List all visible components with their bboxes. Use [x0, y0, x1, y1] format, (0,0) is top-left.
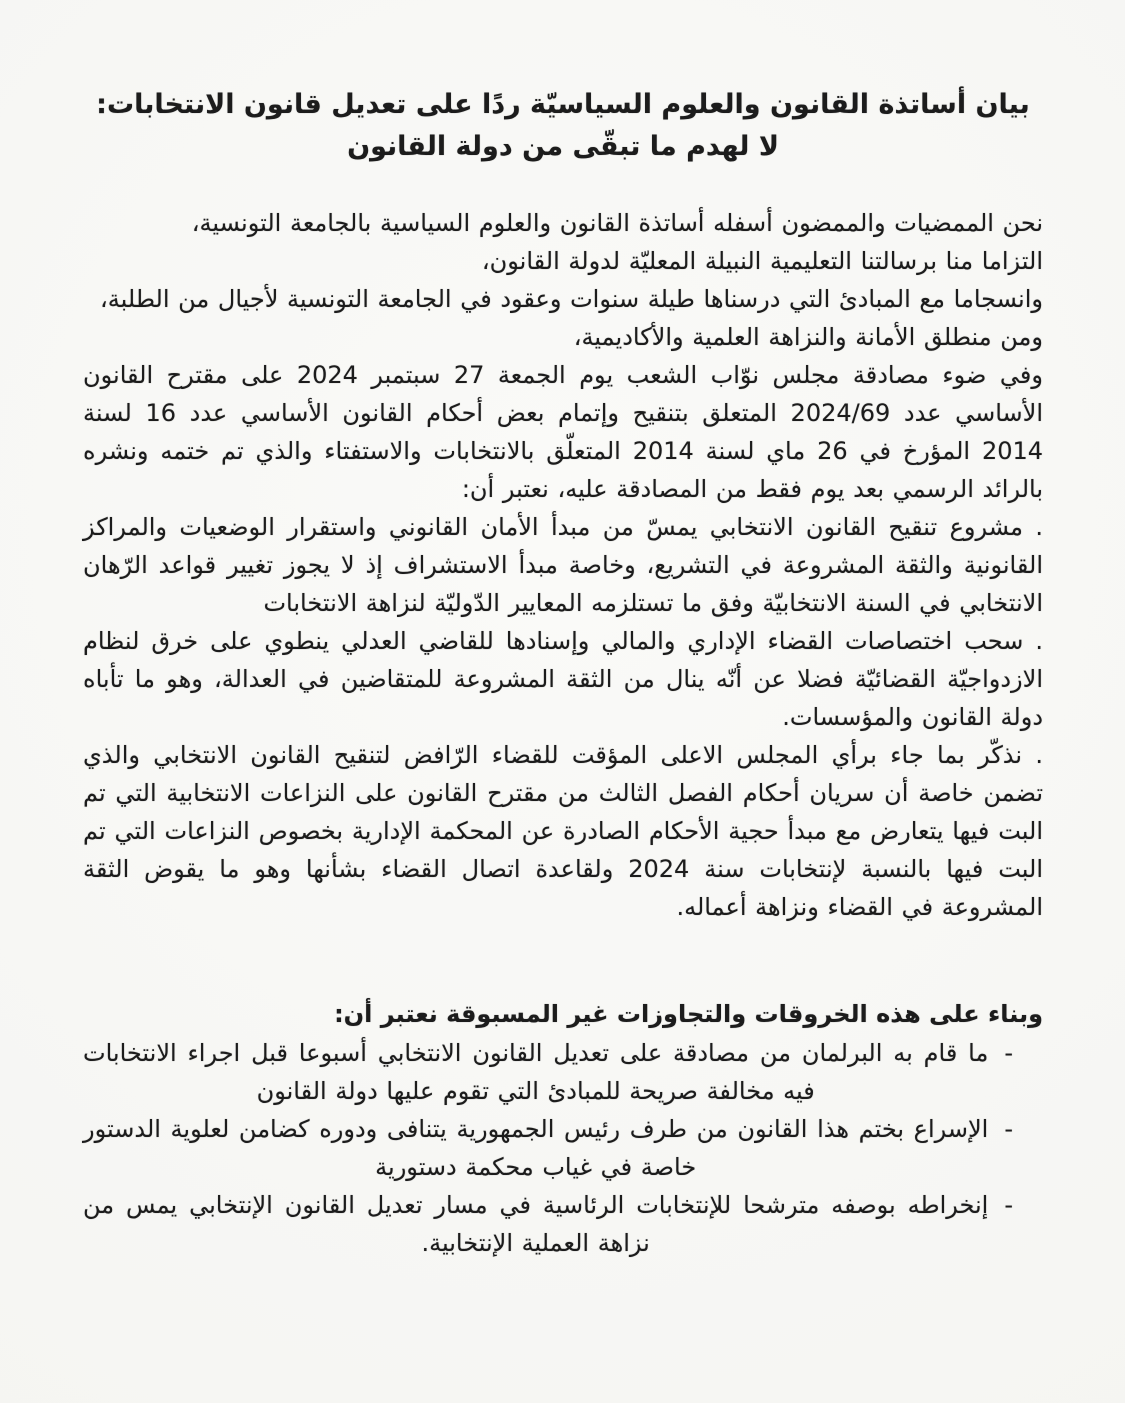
bullet-text-candidate-involvement: إنخراطه بوصفه مترشحا للإنتخابات الرئاسية في مسار تعديل القانون الإنتخابي يمس من نزاهة العملية الإنتخابية. — [83, 1191, 989, 1257]
paragraph-preamble-3: وانسجاما مع المبادئ التي درسناها طيلة سنوات وعقود في الجامعة التونسية لأجيال من الطلبة، — [100, 285, 1043, 313]
paragraph-preamble-1: نحن الممضيات والممضون أسفله أساتذة القانون والعلوم السياسية بالجامعة التونسية، — [191, 209, 1043, 237]
paragraph-preamble-2: التزاما منا برسالتنا التعليمية النبيلة المعليّة لدولة القانون، — [481, 247, 1043, 275]
paragraph-context: وفي ضوء مصادقة مجلس نوّاب الشعب يوم الجمعة 27 سبتمبر 2024 على مقترح القانون الأساسي عدد 2024/69 المتعلق بتنقيح وإتمام بعض أحكام القانون الأساسي عدد 16 لسنة 2014 المؤرخ في 26 ماي لسنة 2014 المتعلّق بالانتخابات والاستفتاء والذي تم ختمه ونشره بالرائد الرسمي بعد يوم فقط من المصادقة عليه، نعتبر أن: — [83, 361, 1044, 503]
paragraph-consideration-2: . سحب اختصاصات القضاء الإداري والمالي وإسنادها للقاضي العدلي ينطوي على خرق لنظام الازدواجيّة القضائيّة فضلا عن أنّه ينال من الثقة المشروعة للمتقاضين في العدالة، وهو ما تأباه دولة القانون والمؤسسات. — [83, 627, 1043, 731]
bullet-text-president-seal: الإسراع بختم هذا القانون من طرف رئيس الجمهورية يتنافى ودوره كضامن لعلوية الدستور خاصة في غياب محكمة دستورية — [83, 1115, 989, 1181]
bullet-text-parliament: ما قام به البرلمان من مصادقة على تعديل القانون الانتخابي أسبوعا قبل اجراء الانتخابات فيه مخالفة صريحة للمبادئ التي تقوم عليها دولة القانون — [83, 1039, 989, 1105]
section-heading: وبناء على هذه الخروقات والتجاوزات غير المسبوقة نعتبر أن: — [334, 1000, 1043, 1028]
paragraph-consideration-3: . نذكّر بما جاء برأي المجلس الاعلى المؤقت للقضاء الرّافض لتنقيح القانون الانتخابي والذي تضمن خاصة أن سريان أحكام الفصل الثالث من مقترح القانون على النزاعات الانتخابية التي تم البت فيها يتعارض مع مبدأ حجية الأحكام الصادرة عن المحكمة الإدارية بخصوص النزاعات التي تم البت فيها بالنسبة لإنتخابات سنة 2024 ولقاعدة اتصال القضاء بشأنها وهو ما يقوض الثقة المشروعة في القضاء ونزاهة أعماله. — [83, 741, 1044, 921]
document-title — [83, 84, 1043, 168]
dash-bullet-icon: - — [1004, 1115, 1013, 1143]
list-item — [83, 1034, 1043, 1110]
list-item — [83, 1186, 1043, 1262]
list-item — [83, 1110, 1043, 1186]
paragraph-preamble-4: ومن منطلق الأمانة والنزاهة العلمية والأكاديمية، — [573, 323, 1043, 351]
title-line-1: بيان أساتذة القانون والعلوم السياسيّة ردًا على تعديل قانون الانتخابات: — [96, 89, 1030, 120]
conclusions-list — [83, 1034, 1043, 1262]
statement-document — [83, 84, 1043, 1262]
dash-bullet-icon: - — [1004, 1191, 1013, 1219]
paragraph-consideration-1: . مشروع تنقيح القانون الانتخابي يمسّ من مبدأ الأمان القانوني واستقرار الوضعيات والمراكز القانونية والثقة المشروعة في التشريع، وخاصة مبدأ الاستشراف إذ لا يجوز تغيير قواعد الرّهان الانتخابي في السنة الانتخابيّة وفق ما تستلزمه المعايير الدّوليّة لنزاهة الانتخابات — [83, 513, 1043, 617]
dash-bullet-icon: - — [1004, 1039, 1013, 1067]
title-line-2: لا لهدم ما تبقّى من دولة القانون — [347, 131, 779, 162]
